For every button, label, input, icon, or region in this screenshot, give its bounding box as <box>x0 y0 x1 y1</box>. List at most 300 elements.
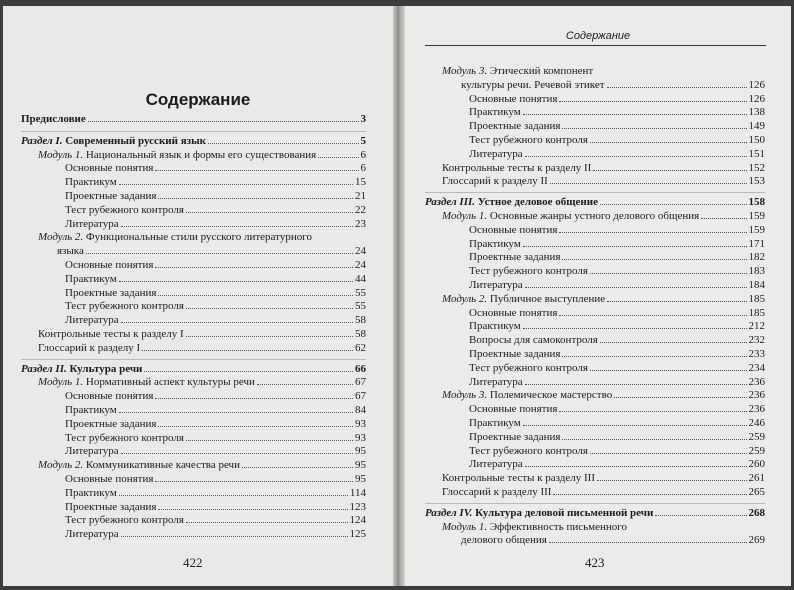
toc-page-number: 55 <box>355 286 366 299</box>
toc-entry-label <box>469 334 598 348</box>
toc-entry <box>425 162 765 176</box>
toc-page-number: 95 <box>355 472 366 485</box>
leader-dots <box>550 183 747 184</box>
leader-dots <box>559 101 746 102</box>
toc-page-number: 246 <box>748 416 765 429</box>
header-rule <box>425 45 766 46</box>
toc-entry-label <box>38 231 312 245</box>
leader-dots <box>590 453 747 454</box>
leader-dots <box>549 542 747 543</box>
toc-entry <box>21 514 366 528</box>
toc-entry <box>425 503 765 521</box>
book-spine <box>393 6 405 586</box>
toc-entry <box>21 259 366 273</box>
toc-entry-text: Тест рубежного контроля <box>469 444 588 457</box>
leader-dots <box>600 342 747 343</box>
toc-entry <box>425 192 765 210</box>
leader-dots <box>158 509 347 510</box>
toc-entry-label <box>469 93 557 107</box>
toc-entry-text: Контрольные тесты к разделу III <box>442 472 596 485</box>
toc-entry-label <box>442 486 551 500</box>
toc-entry-prefix: Раздел II. <box>21 362 67 375</box>
toc-entry-text: Литература <box>469 147 523 160</box>
toc-entry-text: Полемическое мастерство <box>489 389 613 402</box>
toc-entry-label <box>442 162 591 176</box>
toc-entry-label <box>65 473 153 487</box>
toc-page-number: 114 <box>349 486 366 499</box>
toc-page-number: 269 <box>748 534 765 547</box>
toc-entry-prefix: Модуль 2. <box>442 292 488 305</box>
toc-entry-label <box>65 445 119 459</box>
toc-entry <box>425 265 765 279</box>
toc-entry <box>425 93 765 107</box>
toc-entry-label <box>425 507 653 521</box>
toc-entry-label <box>469 307 557 321</box>
toc-entry-label <box>469 348 560 362</box>
leader-dots <box>607 87 747 88</box>
toc-entry-text: Практикум <box>65 403 117 416</box>
toc-entry-prefix: Модуль 1. <box>38 376 84 389</box>
toc-entry <box>425 65 765 79</box>
toc-entry-text: Основные понятия <box>65 162 154 175</box>
toc-entry-label <box>442 521 627 535</box>
toc-page-number: 185 <box>748 292 765 305</box>
leader-dots <box>119 412 353 413</box>
toc-entry-label <box>38 459 240 473</box>
toc-page-number: 5 <box>360 134 366 147</box>
toc-entry-text: Эффективность письменного <box>489 520 627 533</box>
toc-entry-text: Основные понятия <box>469 223 558 236</box>
toc-entry-label <box>65 314 119 328</box>
toc-entry-text: Основные понятия <box>469 403 558 416</box>
toc-page-number: 158 <box>748 196 765 209</box>
toc-page-number: 44 <box>355 272 366 285</box>
leader-dots <box>607 301 746 302</box>
toc-entry-text: Основные понятия <box>469 92 558 105</box>
toc-entry-continuation <box>425 534 765 548</box>
leader-dots <box>590 273 747 274</box>
toc-page-number: 236 <box>748 403 765 416</box>
leader-dots <box>155 481 353 482</box>
toc-entry-text: Глоссарий к разделу II <box>442 175 548 188</box>
toc-entry-cont-text: культуры речи. Речевой этикет <box>461 78 605 91</box>
running-head: Содержание <box>565 30 631 42</box>
toc-entry-label <box>65 218 119 232</box>
toc-entry-label <box>65 287 156 301</box>
toc-entry <box>425 106 765 120</box>
toc-entry-text: Устное деловое общение <box>477 196 598 209</box>
toc-entry-text: Практикум <box>65 272 117 285</box>
leader-dots <box>186 308 353 309</box>
toc-page-number: 126 <box>748 78 765 91</box>
toc-entry-text: Национальный язык и формы его существования <box>85 148 317 161</box>
toc-entry-cont-text: языка <box>57 245 84 258</box>
leader-dots <box>523 328 747 329</box>
leader-dots <box>158 426 353 427</box>
toc-entry-text: Тест рубежного контроля <box>65 431 184 444</box>
toc-entry-label <box>469 279 523 293</box>
toc-entry <box>425 521 765 535</box>
leader-dots <box>186 212 353 213</box>
toc-entry-text: Литература <box>469 375 523 388</box>
toc-entry <box>425 320 765 334</box>
leader-dots <box>121 322 353 323</box>
toc-entry-label <box>65 204 184 218</box>
toc-entry <box>425 417 765 431</box>
toc-entry <box>21 418 366 432</box>
toc-entry-text: Проектные задания <box>65 417 157 430</box>
toc-entry-text: Практикум <box>469 106 521 119</box>
toc-page-number: 24 <box>355 245 366 258</box>
leader-dots <box>553 494 746 495</box>
toc-entry-text: Функциональные стили русского литературного <box>85 231 312 244</box>
toc-entry <box>21 190 366 204</box>
leader-dots <box>186 440 353 441</box>
toc-entry-text: Вопросы для самоконтроля <box>469 334 598 347</box>
leader-dots <box>119 495 348 496</box>
toc-entry-label <box>469 362 588 376</box>
toc-entry <box>21 149 366 163</box>
toc-entry-label <box>442 175 548 189</box>
toc-entry-label <box>21 113 86 127</box>
toc-entry <box>21 432 366 446</box>
toc-entry <box>21 342 366 356</box>
leader-dots <box>257 384 353 385</box>
toc-entry-label <box>38 328 184 342</box>
toc-entry-prefix: Модуль 1. <box>442 520 488 533</box>
toc-page-number: 151 <box>748 147 765 160</box>
toc-entry <box>425 472 765 486</box>
toc-page-number: 95 <box>355 459 366 472</box>
leader-dots <box>155 170 358 171</box>
toc-entry-label <box>21 135 206 149</box>
toc-entry <box>21 218 366 232</box>
toc-entry <box>21 273 366 287</box>
toc-entry-label <box>65 432 184 446</box>
toc-entry-label <box>65 418 156 432</box>
toc-page-number: 153 <box>748 175 765 188</box>
toc-page-number: 67 <box>355 376 366 389</box>
toc-page-number: 22 <box>355 203 366 216</box>
toc-entry-prefix: Модуль 1. <box>442 209 488 222</box>
toc-entry <box>21 113 366 127</box>
leader-dots <box>186 336 353 337</box>
toc-entry-label <box>65 390 153 404</box>
toc-page-number: 171 <box>748 237 765 250</box>
toc-entry <box>425 389 765 403</box>
toc-entry-label <box>65 300 184 314</box>
toc-entry <box>21 204 366 218</box>
toc-entry-text: Практикум <box>469 416 521 429</box>
toc-page-number: 58 <box>355 327 366 340</box>
toc-entry-prefix: Модуль 3. <box>442 65 488 77</box>
leader-dots <box>155 267 353 268</box>
toc-entry-label <box>21 363 142 377</box>
toc-entry-text: Проектные задания <box>65 189 157 202</box>
leader-dots <box>119 281 353 282</box>
toc-entry-text: Основные понятия <box>469 306 558 319</box>
toc-entry-text: Литература <box>469 458 523 471</box>
leader-dots <box>144 371 353 372</box>
toc-entry <box>425 307 765 321</box>
toc-entry-prefix: Модуль 3. <box>442 389 488 402</box>
toc-page-number: 93 <box>355 431 366 444</box>
leader-dots <box>88 121 359 122</box>
toc-page-number: 67 <box>355 390 366 403</box>
toc-entry-text: Коммуникативные качества речи <box>85 459 240 472</box>
toc-page-number: 6 <box>360 162 366 175</box>
leader-dots <box>590 370 747 371</box>
toc-entry-text: Культура речи <box>69 362 143 375</box>
toc-entry-text: Тест рубежного контроля <box>469 265 588 278</box>
toc-entry-text: Практикум <box>65 176 117 189</box>
toc-entry-text: Проектные задания <box>469 251 561 264</box>
toc-entry-text: Культура деловой письменной речи <box>475 506 654 519</box>
leader-dots <box>525 156 747 157</box>
toc-entry-label <box>469 120 560 134</box>
toc-entry <box>21 473 366 487</box>
toc-entry-label <box>442 293 605 307</box>
toc-page-number: 55 <box>355 300 366 313</box>
toc-entry-text: Современный русский язык <box>65 134 207 147</box>
leader-dots <box>318 157 358 158</box>
toc-entry-label <box>469 265 588 279</box>
toc-list <box>21 113 366 542</box>
toc-entry <box>21 376 366 390</box>
toc-entry <box>425 376 765 390</box>
toc-entry-text: Тест рубежного контроля <box>469 133 588 146</box>
toc-entry <box>425 445 765 459</box>
toc-entry <box>425 362 765 376</box>
toc-entry-text: Тест рубежного контроля <box>65 300 184 313</box>
toc-entry <box>21 459 366 473</box>
toc-entry <box>425 431 765 445</box>
toc-entry-label <box>442 65 593 79</box>
leader-dots <box>158 295 353 296</box>
toc-page-number: 185 <box>748 306 765 319</box>
toc-page-number: 23 <box>355 217 366 230</box>
toc-entry-label <box>65 487 117 501</box>
toc-entry-label <box>38 342 140 356</box>
toc-page-number: 182 <box>748 251 765 264</box>
leader-dots <box>525 384 747 385</box>
toc-entry-label <box>65 259 153 273</box>
toc-entry-text: Проектные задания <box>469 430 561 443</box>
toc-entry-label <box>38 376 255 390</box>
toc-entry-text: Практикум <box>469 320 521 333</box>
toc-page-number: 84 <box>355 403 366 416</box>
leader-dots <box>559 232 746 233</box>
leader-dots <box>559 411 746 412</box>
page-title: Содержание <box>145 90 251 109</box>
toc-entry <box>425 486 765 500</box>
leader-dots <box>523 246 747 247</box>
toc-entry-label <box>469 106 521 120</box>
toc-page-number: 15 <box>355 176 366 189</box>
leader-dots <box>562 128 746 129</box>
toc-entry <box>425 210 765 224</box>
toc-entry-text: Литература <box>65 528 119 541</box>
toc-entry-text: Тест рубежного контроля <box>65 203 184 216</box>
toc-entry-label <box>65 528 119 542</box>
toc-page-number: 236 <box>748 389 765 402</box>
toc-entry <box>21 287 366 301</box>
leader-dots <box>655 515 746 516</box>
toc-page-number: 184 <box>748 278 765 291</box>
toc-entry-label <box>65 501 156 515</box>
toc-entry <box>21 528 366 542</box>
toc-entry <box>21 404 366 418</box>
leader-dots <box>614 397 746 398</box>
toc-page-number: 3 <box>360 113 366 125</box>
toc-entry-text: Глоссарий к разделу I <box>38 341 141 354</box>
toc-page-number: 260 <box>748 458 765 471</box>
toc-entry-label <box>469 320 521 334</box>
toc-entry-text: Основные понятия <box>65 390 154 403</box>
toc-entry <box>21 131 366 149</box>
leader-dots <box>525 466 747 467</box>
leader-dots <box>119 184 353 185</box>
toc-entry <box>425 251 765 265</box>
toc-entry-label <box>469 445 588 459</box>
toc-entry <box>425 175 765 189</box>
leader-dots <box>155 398 353 399</box>
leader-dots <box>242 467 353 468</box>
toc-page-number: 24 <box>355 258 366 271</box>
toc-entry-text: Проектные задания <box>65 286 157 299</box>
toc-entry <box>425 334 765 348</box>
toc-entry-continuation <box>425 79 765 93</box>
toc-page-number: 212 <box>748 320 765 333</box>
toc-entry-text: Публичное выступление <box>489 292 606 305</box>
toc-entry <box>425 148 765 162</box>
toc-entry-text: Практикум <box>469 237 521 250</box>
leader-dots <box>597 480 746 481</box>
toc-entry-label <box>65 273 117 287</box>
toc-entry <box>21 162 366 176</box>
toc-entry-text: Литература <box>65 217 119 230</box>
toc-entry <box>21 314 366 328</box>
toc-page-number: 126 <box>748 92 765 105</box>
toc-entry <box>21 328 366 342</box>
toc-page-number: 236 <box>748 375 765 388</box>
toc-entry-label <box>65 176 117 190</box>
leader-dots <box>121 226 353 227</box>
toc-entry-text: Практикум <box>65 486 117 499</box>
toc-entry-label <box>65 162 153 176</box>
toc-page-number: 232 <box>748 334 765 347</box>
toc-page-number: 125 <box>349 528 366 541</box>
toc-page-number: 233 <box>748 347 765 360</box>
toc-entry-text: Основные понятия <box>65 258 154 271</box>
toc-entry-prefix: Модуль 1. <box>38 148 84 161</box>
toc-entry-text: Основные жанры устного делового общения <box>489 209 700 222</box>
toc-entry-label <box>469 148 523 162</box>
toc-page-number: 234 <box>748 361 765 374</box>
toc-page-number: 58 <box>355 314 366 327</box>
toc-entry-prefix: Раздел III. <box>425 196 475 209</box>
leader-dots <box>208 143 358 144</box>
toc-entry <box>425 348 765 362</box>
toc-page-number: 95 <box>355 445 366 458</box>
toc-page-number: 62 <box>355 341 366 354</box>
toc-page-number: 149 <box>748 120 765 133</box>
toc-page-number: 124 <box>349 514 366 527</box>
toc-entry-continuation <box>21 245 366 259</box>
toc-entry-prefix: Раздел I. <box>21 134 63 147</box>
toc-entry-label <box>469 458 523 472</box>
leader-dots <box>86 253 353 254</box>
toc-entry <box>21 501 366 515</box>
toc-entry-label <box>469 403 557 417</box>
toc-entry-text: Контрольные тесты к разделу I <box>38 327 184 340</box>
toc-page-number: 261 <box>748 472 765 485</box>
toc-list <box>425 65 765 548</box>
toc-entry <box>21 390 366 404</box>
toc-page-number: 159 <box>748 223 765 236</box>
toc-entry-text: Тест рубежного контроля <box>65 514 184 527</box>
toc-entry-text: Нормативный аспект культуры речи <box>85 376 255 389</box>
leader-dots <box>525 287 747 288</box>
toc-entry-label <box>442 389 612 403</box>
toc-page-number: 183 <box>748 265 765 278</box>
toc-entry-text: Литература <box>65 314 119 327</box>
toc-entry-text: Проектные задания <box>469 120 561 133</box>
toc-entry-text: Тест рубежного контроля <box>469 361 588 374</box>
toc-page-number: 259 <box>748 430 765 443</box>
leader-dots <box>121 453 353 454</box>
toc-entry-text: Глоссарий к разделу III <box>442 485 552 498</box>
toc-entry-text: Основные понятия <box>65 472 154 485</box>
page-number: 423 <box>585 555 605 570</box>
leader-dots <box>600 204 747 205</box>
toc-entry-label <box>469 238 521 252</box>
toc-entry <box>425 120 765 134</box>
toc-entry-cont-text: делового общения <box>461 534 547 547</box>
toc-entry <box>21 231 366 245</box>
toc-page-number: 93 <box>355 417 366 430</box>
toc-entry-text: Проектные задания <box>65 500 157 513</box>
toc-entry-text: Контрольные тесты к разделу II <box>442 161 592 174</box>
toc-entry-label <box>425 196 598 210</box>
toc-entry <box>425 458 765 472</box>
leader-dots <box>562 356 746 357</box>
toc-entry <box>425 224 765 238</box>
right-page <box>405 6 791 586</box>
leader-dots <box>523 114 747 115</box>
toc-entry-label <box>469 376 523 390</box>
left-page <box>3 6 393 586</box>
toc-page-number: 66 <box>355 362 366 375</box>
leader-dots <box>562 259 746 260</box>
toc-entry-label <box>469 224 557 238</box>
toc-page-number: 138 <box>748 106 765 119</box>
toc-entry-text: Литература <box>65 445 119 458</box>
toc-entry-label <box>442 210 699 224</box>
leader-dots <box>593 170 746 171</box>
toc-page-number: 159 <box>748 209 765 222</box>
leader-dots <box>158 198 353 199</box>
leader-dots <box>523 425 747 426</box>
toc-entry <box>425 279 765 293</box>
toc-entry-label <box>65 514 184 528</box>
toc-entry-prefix: Модуль 2. <box>38 231 84 244</box>
toc-page-number: 259 <box>748 444 765 457</box>
leader-dots <box>590 142 747 143</box>
toc-entry <box>21 487 366 501</box>
toc-page-number: 6 <box>360 148 366 161</box>
leader-dots <box>142 350 353 351</box>
